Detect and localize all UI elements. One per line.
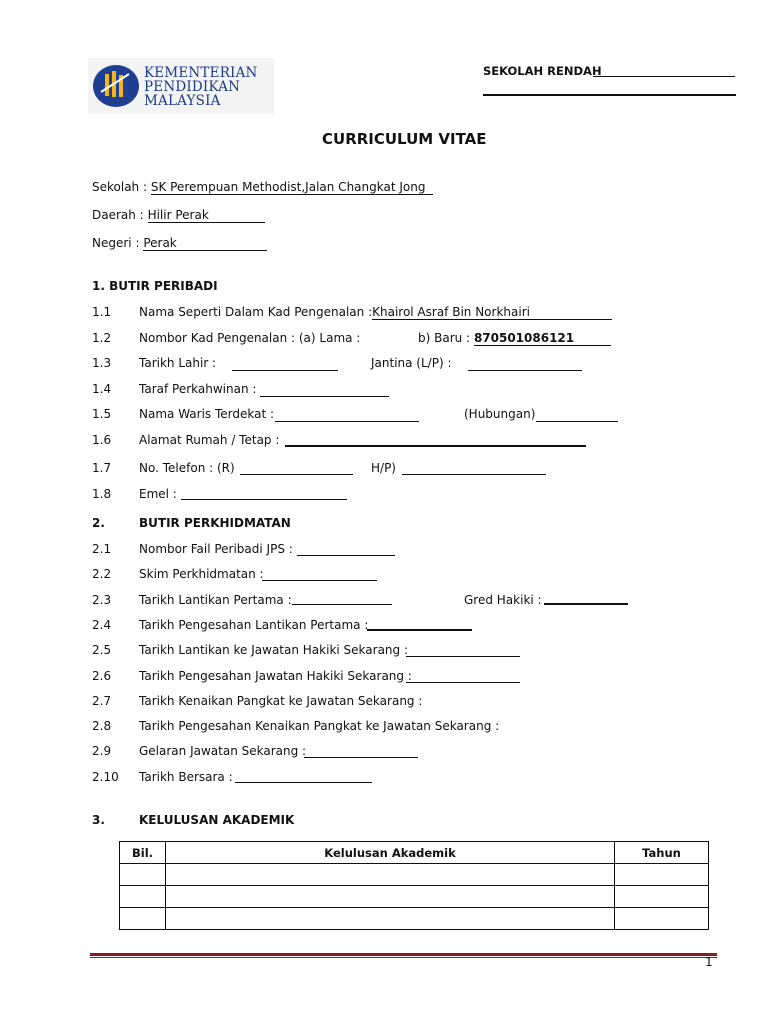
col-kelulusan: Kelulusan Akademik <box>166 842 615 864</box>
negeri-field[interactable]: Perak <box>143 236 267 251</box>
hubungan-field[interactable] <box>536 421 618 422</box>
item-2-8-num: 2.8 <box>92 719 112 733</box>
item-2-9-label: Gelaran Jawatan Sekarang : <box>139 744 307 758</box>
logo-line-1: KEMENTERIAN <box>144 65 258 81</box>
item-2-3-label: Tarikh Lantikan Pertama : <box>139 593 292 607</box>
table-cell[interactable] <box>166 886 615 908</box>
telefon-rumah-field[interactable] <box>240 474 353 475</box>
item-1-3-label: Tarikh Lahir : <box>139 356 217 370</box>
item-2-6-num: 2.6 <box>92 669 112 683</box>
logo-line-3: MALAYSIA <box>144 93 221 109</box>
alamat-field[interactable] <box>285 445 586 447</box>
table-row <box>120 886 709 908</box>
item-1-3-label2: Jantina (L/P) : <box>371 356 452 370</box>
item-1-7-label2: H/P) <box>371 461 396 475</box>
item-1-2-label2: b) Baru : <box>418 331 471 345</box>
school-type-field[interactable] <box>593 76 735 77</box>
taraf-perkahwinan-field[interactable] <box>260 396 389 397</box>
table-cell[interactable] <box>166 864 615 886</box>
item-1-1-label: Nama Seperti Dalam Kad Pengenalan : <box>139 305 373 319</box>
ic-baru-field[interactable]: 870501086121 <box>474 331 611 346</box>
section2-heading: BUTIR PERKHIDMATAN <box>139 516 291 530</box>
section1-heading: 1. BUTIR PERIBADI <box>92 279 218 293</box>
school-type-label: SEKOLAH RENDAH <box>483 64 602 78</box>
col-tahun: Tahun <box>615 842 709 864</box>
item-1-1-num: 1.1 <box>92 305 112 319</box>
table-cell[interactable] <box>120 908 166 930</box>
item-1-5-num: 1.5 <box>92 407 112 421</box>
daerah-label: Daerah : <box>92 208 144 222</box>
item-2-10-num: 2.10 <box>92 770 119 784</box>
negeri-label: Negeri : <box>92 236 140 250</box>
table-cell[interactable] <box>120 886 166 908</box>
col-bil: Bil. <box>120 842 166 864</box>
nama-field[interactable]: Khairol Asraf Bin Norkhairi <box>372 305 612 320</box>
pengesahan-hakiki-field[interactable] <box>406 682 520 683</box>
tarikh-lahir-field[interactable] <box>232 370 338 371</box>
item-2-1-label: Nombor Fail Peribadi JPS : <box>139 542 293 556</box>
table-cell[interactable] <box>615 864 709 886</box>
kpm-logo <box>88 58 274 114</box>
footer-rule <box>90 953 717 956</box>
table-cell[interactable] <box>615 908 709 930</box>
section3-num: 3. <box>92 813 105 827</box>
table-cell[interactable] <box>615 886 709 908</box>
sekolah-field[interactable]: SK Perempuan Methodist,Jalan Changkat Jong <box>151 180 433 195</box>
item-1-7-num: 1.7 <box>92 461 112 475</box>
item-2-5-label: Tarikh Lantikan ke Jawatan Hakiki Sekarang : <box>139 643 409 657</box>
item-2-4-num: 2.4 <box>92 618 112 632</box>
telefon-bimbit-field[interactable] <box>402 474 546 475</box>
nombor-fail-field[interactable] <box>297 555 395 556</box>
item-1-6-label: Alamat Rumah / Tetap : <box>139 433 280 447</box>
sekolah-label: Sekolah : <box>92 180 148 194</box>
gelaran-jawatan-field[interactable] <box>304 757 418 758</box>
kpm-logo-text <box>144 66 258 108</box>
item-1-2-label: Nombor Kad Pengenalan : (a) Lama : <box>139 331 361 345</box>
table-header-row <box>120 842 709 864</box>
item-2-7-label: Tarikh Kenaikan Pangkat ke Jawatan Sekarang : <box>139 694 423 708</box>
item-1-4-num: 1.4 <box>92 382 112 396</box>
item-1-6-num: 1.6 <box>92 433 112 447</box>
item-2-3-label2: Gred Hakiki : <box>464 593 542 607</box>
jantina-field[interactable] <box>468 370 582 371</box>
header-underline <box>483 94 736 96</box>
daerah-field[interactable]: Hilir Perak <box>148 208 265 223</box>
lantikan-hakiki-field[interactable] <box>406 656 520 657</box>
item-2-9-num: 2.9 <box>92 744 112 758</box>
emel-field[interactable] <box>181 499 347 500</box>
lantikan-pertama-field[interactable] <box>292 604 392 605</box>
item-1-7-label: No. Telefon : (R) <box>139 461 235 475</box>
tarikh-bersara-field[interactable] <box>235 782 372 783</box>
gred-hakiki-field[interactable] <box>544 603 628 605</box>
table-row <box>120 908 709 930</box>
item-1-4-label: Taraf Perkahwinan : <box>139 382 257 396</box>
section2-num: 2. <box>92 516 105 530</box>
table-cell[interactable] <box>166 908 615 930</box>
nama-waris-field[interactable] <box>275 421 419 422</box>
item-2-1-num: 2.1 <box>92 542 112 556</box>
item-2-7-num: 2.7 <box>92 694 112 708</box>
kelulusan-akademik-table <box>119 841 709 930</box>
item-2-3-num: 2.3 <box>92 593 112 607</box>
pengesahan-lantikan-field[interactable] <box>367 629 472 631</box>
item-1-8-label: Emel : <box>139 487 177 501</box>
item-2-5-num: 2.5 <box>92 643 112 657</box>
page-number: 1 <box>705 955 713 969</box>
table-cell[interactable] <box>120 864 166 886</box>
item-2-2-num: 2.2 <box>92 567 112 581</box>
table-row <box>120 864 709 886</box>
item-2-4-label: Tarikh Pengesahan Lantikan Pertama : <box>139 618 369 632</box>
item-1-2-num: 1.2 <box>92 331 112 345</box>
item-1-5-label: Nama Waris Terdekat : <box>139 407 275 421</box>
section3-heading: KELULUSAN AKADEMIK <box>139 813 295 827</box>
page-title: CURRICULUM VITAE <box>322 130 487 148</box>
kpm-emblem-icon <box>91 62 141 110</box>
footer-rule-thin <box>90 957 717 958</box>
item-2-2-label: Skim Perkhidmatan : <box>139 567 264 581</box>
item-2-10-label: Tarikh Bersara : <box>139 770 233 784</box>
item-1-5-label2: (Hubungan) <box>464 407 536 421</box>
item-2-6-label: Tarikh Pengesahan Jawatan Hakiki Sekarang : <box>139 669 412 683</box>
item-1-8-num: 1.8 <box>92 487 112 501</box>
skim-field[interactable] <box>262 580 377 581</box>
item-2-8-label: Tarikh Pengesahan Kenaikan Pangkat ke Jawatan Sekarang : <box>139 719 500 733</box>
logo-line-2: PENDIDIKAN <box>144 79 241 95</box>
item-1-3-num: 1.3 <box>92 356 112 370</box>
